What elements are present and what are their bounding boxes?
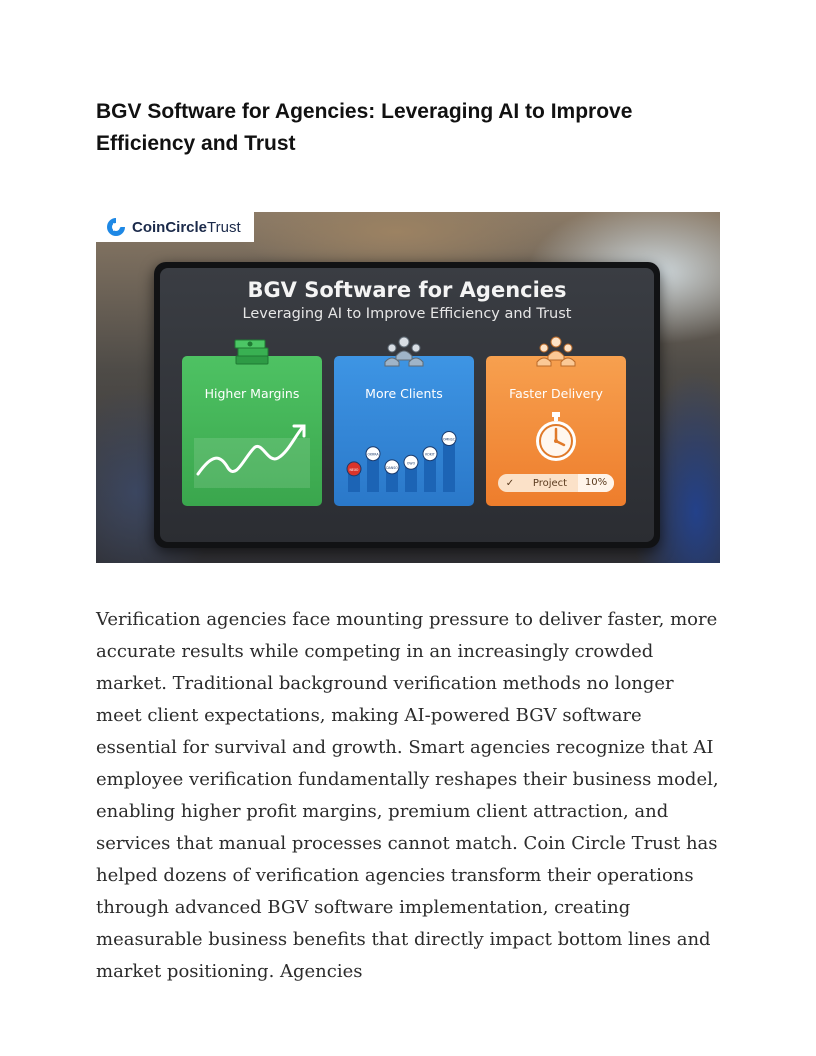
- check-icon: ✓: [505, 477, 515, 489]
- page-title: BGV Software for Agencies: Leveraging AI to Improve Efficiency and Trust: [96, 100, 633, 155]
- client-logo-tag: OKRRA: [367, 452, 379, 457]
- screen-title: BGV Software for Agencies: [247, 278, 567, 302]
- project-progress-pill: [498, 474, 614, 492]
- progress-percent: 10%: [578, 474, 614, 492]
- money-stack-icon: [232, 334, 272, 370]
- screen-subtitle: Leveraging AI to Improve Efficiency and Trust: [242, 306, 572, 322]
- logo-text: CoinCircleTrust: [132, 218, 241, 236]
- progress-label: Project: [532, 477, 568, 489]
- card-more-clients: [334, 356, 474, 506]
- client-logo-tag: NEXO: [349, 467, 359, 472]
- card-label: Faster Delivery: [509, 386, 603, 401]
- growth-trend-icon: [194, 418, 310, 488]
- people-group-icon: [382, 334, 426, 368]
- card-higher-margins: [182, 356, 322, 506]
- client-logo-tag: OWO: [406, 461, 416, 466]
- article-body: Verification agencies face mounting pressure to deliver faster, more accurate results while competing in an increasingly crowded market. Traditional background verification methods no longer meet client expectations, making AI-powered BGV software essential for survival and growth. Smart agencies recognize that AI employee verification fundamentally reshapes their business model, enabling higher profit margins, premium client attraction, and services that manual processes cannot match. Coin Circle Trust has helped dozens of verification agencies transform their operations through advanced BGV software implementation, creating measurable business benefits that directly impact bottom lines and market positioning. Agencies: [96, 609, 719, 982]
- client-bar: [443, 441, 455, 492]
- people-group-icon: [534, 334, 578, 368]
- client-logo-tag: OMNSC: [443, 437, 455, 442]
- monitor-screen: [160, 268, 654, 542]
- coincircle-logo: [96, 212, 254, 242]
- client-logo-tag: DANSO: [386, 465, 398, 470]
- client-bar-chart: [342, 414, 466, 500]
- card-label: More Clients: [365, 386, 443, 401]
- card-label: Higher Margins: [204, 386, 300, 401]
- hero-image: [96, 212, 720, 563]
- coincircle-logo-icon: [106, 217, 126, 237]
- client-logo-tag: KOKIT: [425, 452, 435, 457]
- stopwatch-icon: [532, 412, 580, 464]
- monitor-frame: [154, 262, 660, 548]
- card-faster-delivery: [486, 356, 626, 506]
